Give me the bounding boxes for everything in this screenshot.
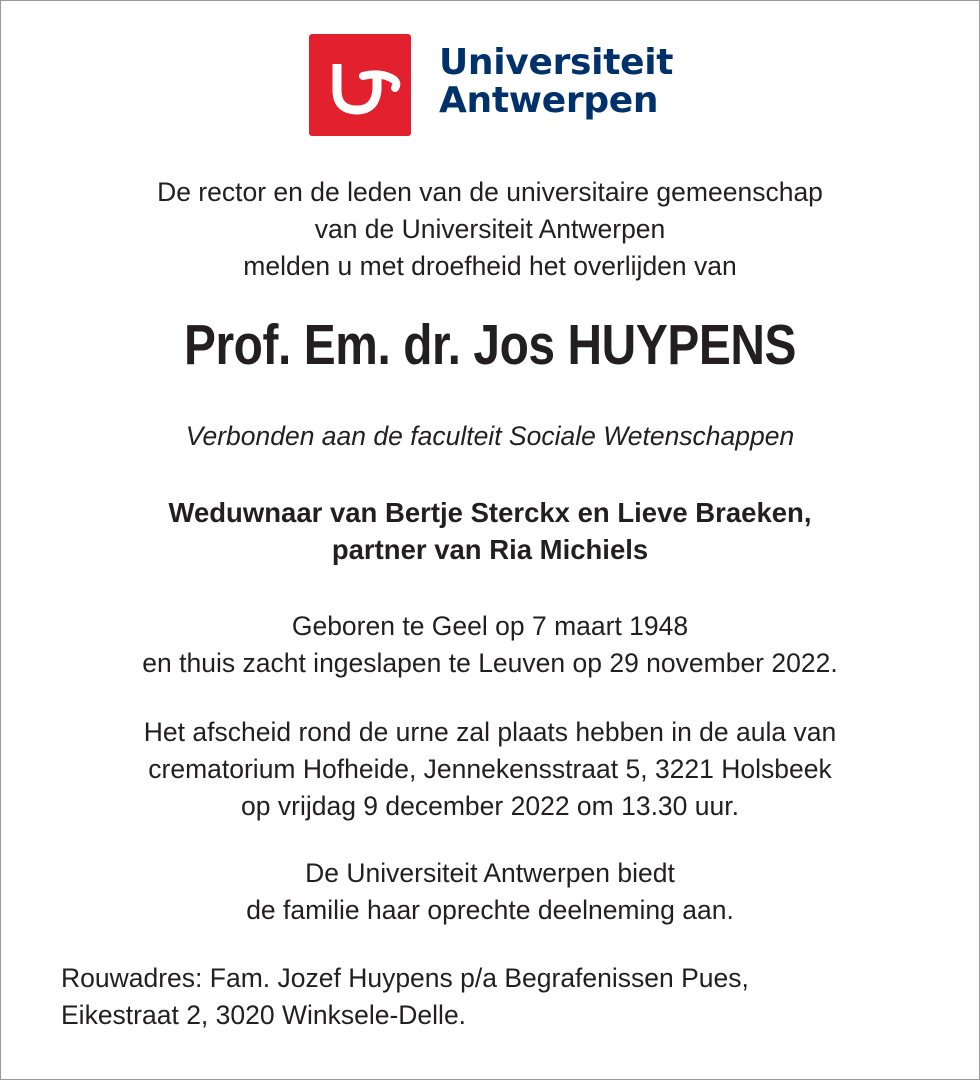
affiliation <box>0 418 980 455</box>
logo-line-2: Antwerpen <box>439 80 659 121</box>
university-logo <box>309 34 673 136</box>
logo-line-1: Universiteit <box>439 42 674 83</box>
farewell-line: Het afscheid rond de urne zal plaats hebben in de aula van <box>143 717 837 747</box>
intro-line: van de Universiteit Antwerpen <box>314 214 666 244</box>
intro-line: De rector en de leden van de universitaire gemeenschap <box>157 177 823 207</box>
mourning-address <box>61 960 749 1034</box>
university-logo-text <box>439 44 673 120</box>
relation-line: partner van Ria Michiels <box>331 534 649 565</box>
address-line: Eikestraat 2, 3020 Winksele-Delle. <box>61 1000 467 1030</box>
birth-death-line: en thuis zacht ingeslapen te Leuven op 29 november 2022. <box>142 648 838 678</box>
affiliation-line: Verbonden aan de faculteit Sociale Wetenschappen <box>185 421 795 451</box>
address-line: Rouwadres: Fam. Jozef Huypens p/a Begrafenissen Pues, <box>61 963 749 993</box>
intro-line: melden u met droefheid het overlijden van <box>243 251 737 281</box>
birth-death-paragraph <box>0 608 980 682</box>
birth-death-line: Geboren te Geel op 7 maart 1948 <box>291 611 689 641</box>
farewell-paragraph <box>0 714 980 825</box>
relation-paragraph <box>0 494 980 568</box>
university-logo-icon <box>309 34 411 136</box>
farewell-line: op vrijdag 9 december 2022 om 13.30 uur. <box>241 791 739 821</box>
intro-paragraph <box>0 174 980 285</box>
condolence-line: de familie haar oprechte deelneming aan. <box>246 895 734 925</box>
deceased-name: Prof. Em. dr. Jos HUYPENS <box>183 313 797 377</box>
farewell-line: crematorium Hofheide, Jennekensstraat 5, 3221 Holsbeek <box>148 754 832 784</box>
condolence-line: De Universiteit Antwerpen biedt <box>305 858 675 888</box>
relation-line: Weduwnaar van Bertje Sterckx en Lieve Braeken, <box>168 497 812 528</box>
condolence-paragraph <box>0 855 980 929</box>
